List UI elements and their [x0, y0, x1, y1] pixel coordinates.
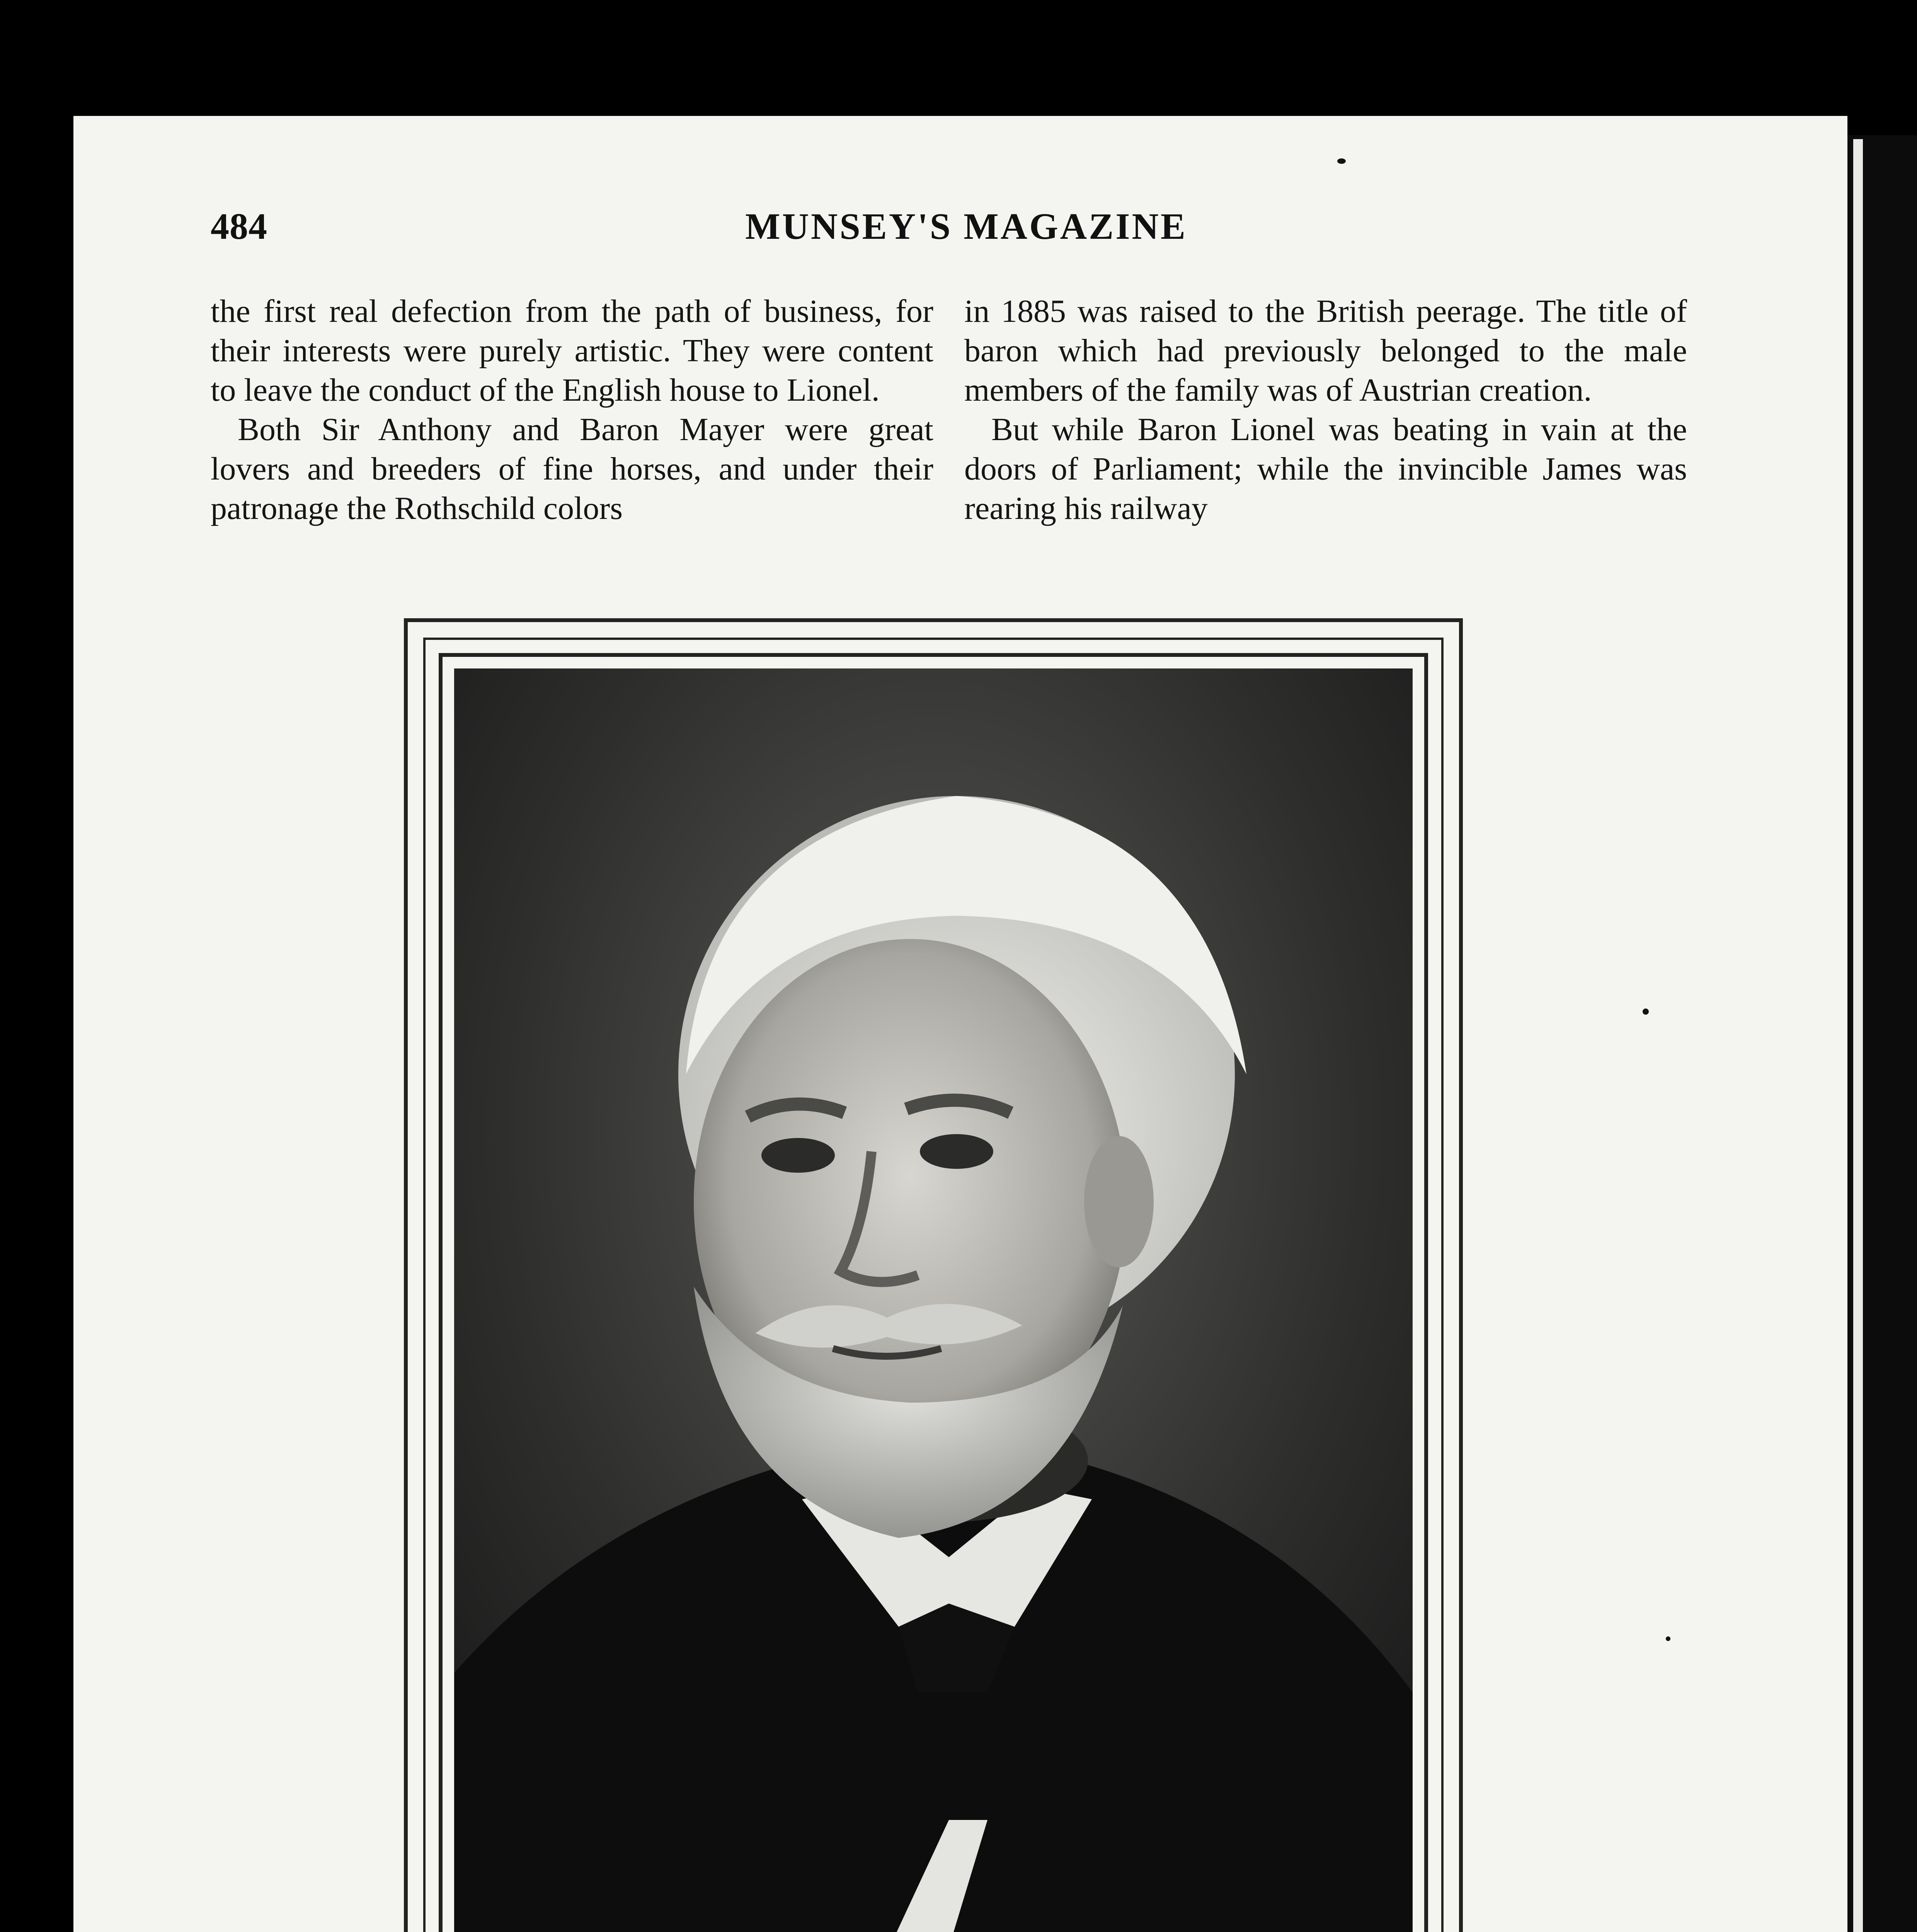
dust-speck [1337, 158, 1346, 164]
next-page-edge [1853, 139, 1863, 1932]
magazine-title: MUNSEY'S MAGAZINE [745, 206, 1187, 247]
column-top-right [964, 292, 1687, 528]
paragraph: Both Sir Anthony and Baron Mayer were great lovers and breeders of fine horses, and under their patronage the Rothschild colors [211, 412, 933, 526]
dust-speck [1643, 1009, 1649, 1015]
paragraph: But while Baron Lionel was beating in vain at the doors of Parliament; while the invincible James was rearing his railway [964, 412, 1687, 526]
dust-speck [1666, 1636, 1670, 1641]
column-top-left [211, 292, 933, 528]
portrait-image [454, 668, 1413, 1932]
portrait-frame [404, 618, 1463, 1932]
page-number: 484 [211, 206, 267, 247]
portrait-photograph [454, 668, 1413, 1932]
paragraph: the first real defection from the path of business, for their interests were purely artistic. They were content to leave the conduct of the English house to Lionel. [211, 293, 933, 408]
paragraph: in 1885 was raised to the British peerage. The title of baron which had previously belonged to the male members of the family was of Austrian creation. [964, 293, 1687, 408]
